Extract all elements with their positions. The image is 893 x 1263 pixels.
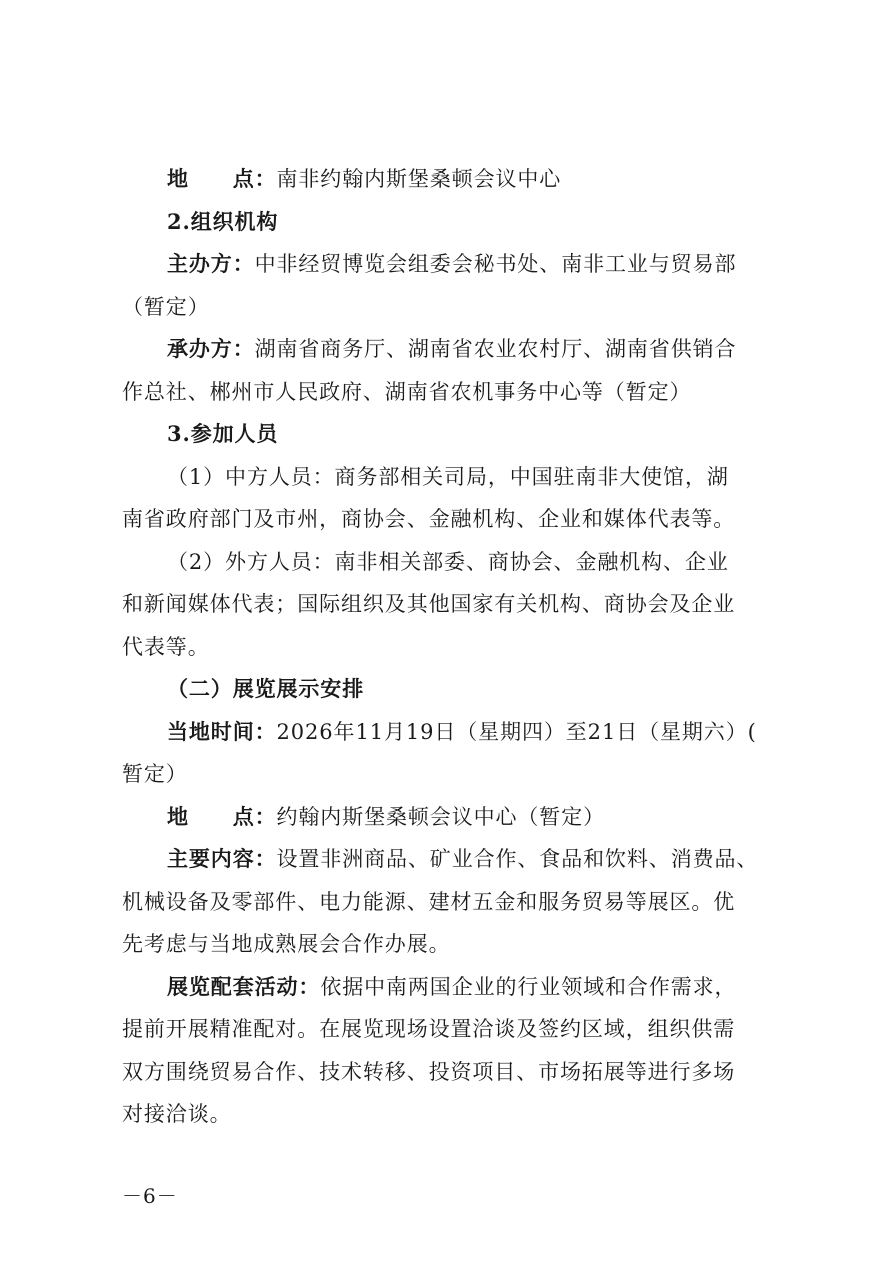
supporting-activities-value-line1: 依据中南两国企业的行业领域和合作需求， [320, 974, 737, 999]
main-content-label: 主要内容： [167, 846, 277, 871]
supporting-activities-line [122, 966, 782, 1009]
document-body [122, 158, 782, 1136]
host-line [122, 243, 782, 286]
chinese-participants-line2: 南省政府部门及市州，商协会、金融机构、企业和媒体代表等。 [122, 507, 736, 531]
main-content-value-line3: 先考虑与当地成熟展会合作办展。 [122, 932, 451, 956]
main-content-value-line2: 机械设备及零部件、电力能源、建材五金和服务贸易等展区。优 [122, 889, 736, 914]
page-number: －6－ [122, 1184, 178, 1208]
local-time-value-line1: 2026年11月19日（星期四）至21日（星期六）( [276, 719, 757, 744]
host-value-line1: 中非经贸博览会组委会秘书处、南非工业与贸易部 [254, 252, 737, 276]
chinese-participants-line1: （1）中方人员：商务部相关司局，中国驻南非大使馆，湖 [167, 464, 729, 489]
organizer-value-line1: 湖南省商务厅、湖南省农业农村厅、湖南省供销合 [254, 337, 737, 361]
local-time-line [122, 711, 782, 754]
main-content-line [122, 838, 782, 881]
venue-value: 南非约翰内斯堡桑顿会议中心 [276, 167, 562, 191]
exhibition-venue-line [122, 796, 782, 839]
local-time-label: 当地时间： [167, 718, 277, 744]
exhibition-venue-label: 地 点： [167, 803, 277, 829]
supporting-activities-value-line3: 双方围绕贸易合作、技术转移、投资项目、市场拓展等进行多场 [122, 1059, 736, 1084]
foreign-participants-line3: 代表等。 [122, 634, 210, 659]
section-heading-participants: 3.参加人员 [167, 421, 279, 446]
conference-venue-line [122, 158, 782, 201]
venue-label: 地 点： [167, 166, 277, 191]
host-label: 主办方： [167, 251, 255, 276]
foreign-participants-line2: 和新闻媒体代表；国际组织及其他国家有关机构、商协会及企业 [122, 592, 736, 616]
local-time-value-line2: 暂定） [122, 762, 188, 786]
section-heading-organization: 2.组织机构 [167, 208, 279, 234]
organizer-label: 承办方： [167, 336, 255, 361]
organizer-value-line2: 作总社、郴州市人民政府、湖南省农机事务中心等（暂定） [122, 379, 692, 404]
supporting-activities-value-line4: 对接洽谈。 [122, 1102, 232, 1126]
foreign-participants-line1: （2）外方人员：南非相关部委、商协会、金融机构、企业 [167, 549, 729, 574]
host-value-line2: （暂定） [122, 294, 210, 319]
supporting-activities-value-line2: 提前开展精准配对。在展览现场设置洽谈及签约区域，组织供需 [122, 1017, 736, 1041]
exhibition-venue-value: 约翰内斯堡桑顿会议中心（暂定） [276, 804, 605, 829]
organizer-line [122, 328, 782, 371]
supporting-activities-label: 展览配套活动： [167, 973, 321, 999]
section-heading-exhibition: （二）展览展示安排 [167, 676, 365, 701]
main-content-value-line1: 设置非洲商品、矿业合作、食品和饮料、消费品、 [276, 847, 759, 871]
